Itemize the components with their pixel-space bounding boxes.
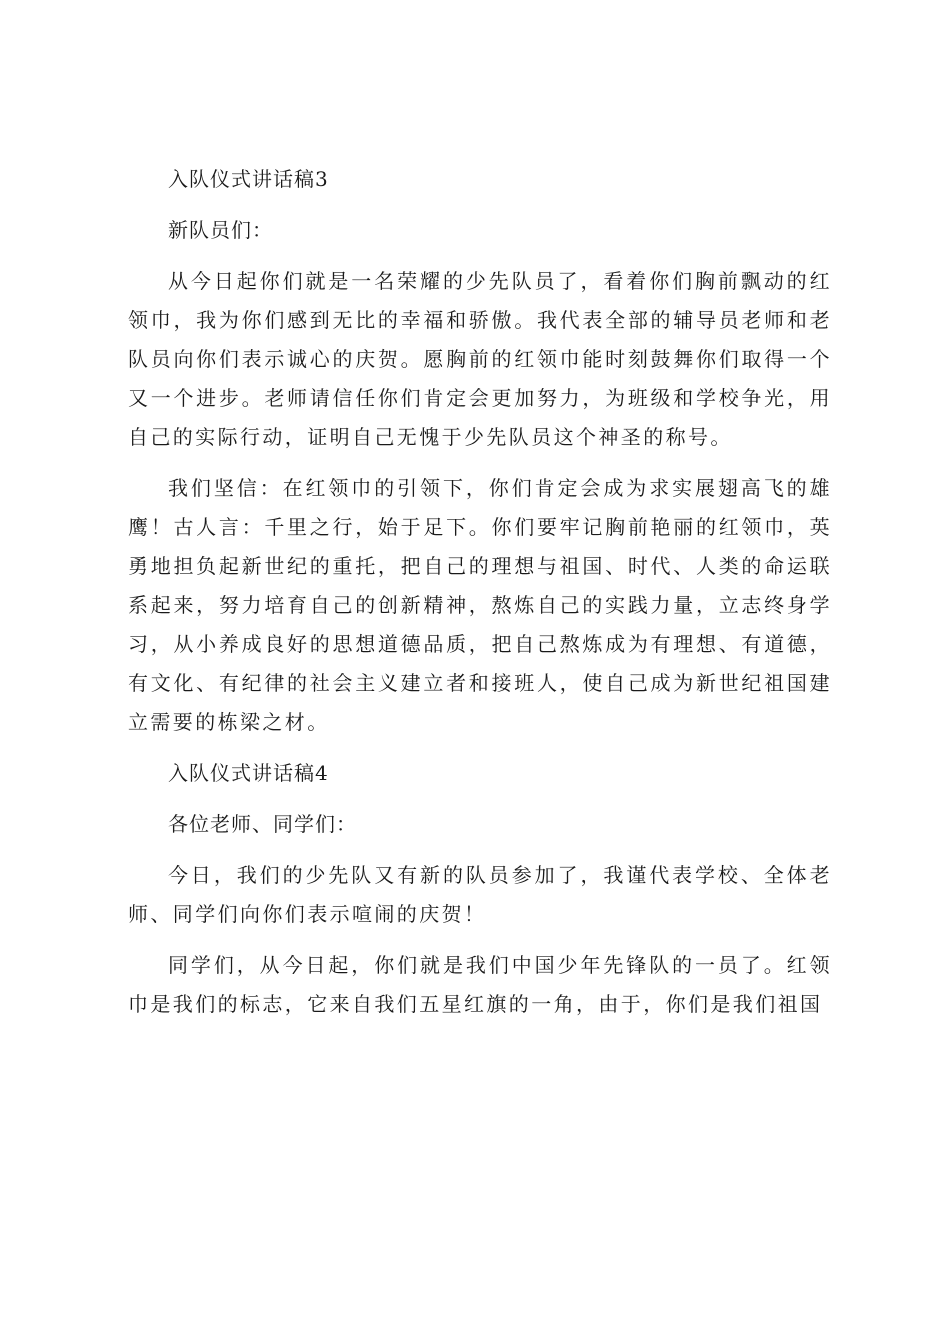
- salutation: 各位老师、同学们：: [168, 812, 357, 836]
- paragraph: 我们坚信：在红领巾的引领下，你们肯定会成为求实展翅高飞的雄鹰！古人言：千里之行，始于足下。你们要牢记胸前艳丽的红领巾，英勇地担负起新世纪的重托，把自己的理想与祖国、时代、人类的命运联系起来，努力培育自己的创新精神，熬炼自己的实践力量，立志终身学习，从小养成良好的思想道德品质，把自己熬炼成为有理想、有道德，有文化、有纪律的社会主义建立者和接班人，使自己成为新世纪祖国建立需要的栋梁之材。: [128, 476, 832, 734]
- paragraph: 同学们，从今日起，你们就是我们中国少年先锋队的一员了。红领巾是我们的标志，它来自我们五星红旗的一角，由于，你们是我们祖国: [128, 953, 832, 1016]
- paragraph: 今日，我们的少先队又有新的队员参加了，我谨代表学校、全体老师、同学们向你们表示喧闹的庆贺！: [128, 863, 832, 926]
- section-title: 入队仪式讲话稿4: [168, 761, 329, 785]
- document-body: [128, 160, 832, 1036]
- section-title: 入队仪式讲话稿3: [168, 167, 329, 191]
- paragraph: 从今日起你们就是一名荣耀的少先队员了，看着你们胸前飘动的红领巾，我为你们感到无比的幸福和骄傲。我代表全部的辅导员老师和老队员向你们表示诚心的庆贺。愿胸前的红领巾能时刻鼓舞你们取得一个又一个进步。老师请信任你们肯定会更加努力，为班级和学校争光，用自己的实际行动，证明自己无愧于少先队员这个神圣的称号。: [128, 269, 832, 449]
- salutation: 新队员们：: [168, 218, 273, 242]
